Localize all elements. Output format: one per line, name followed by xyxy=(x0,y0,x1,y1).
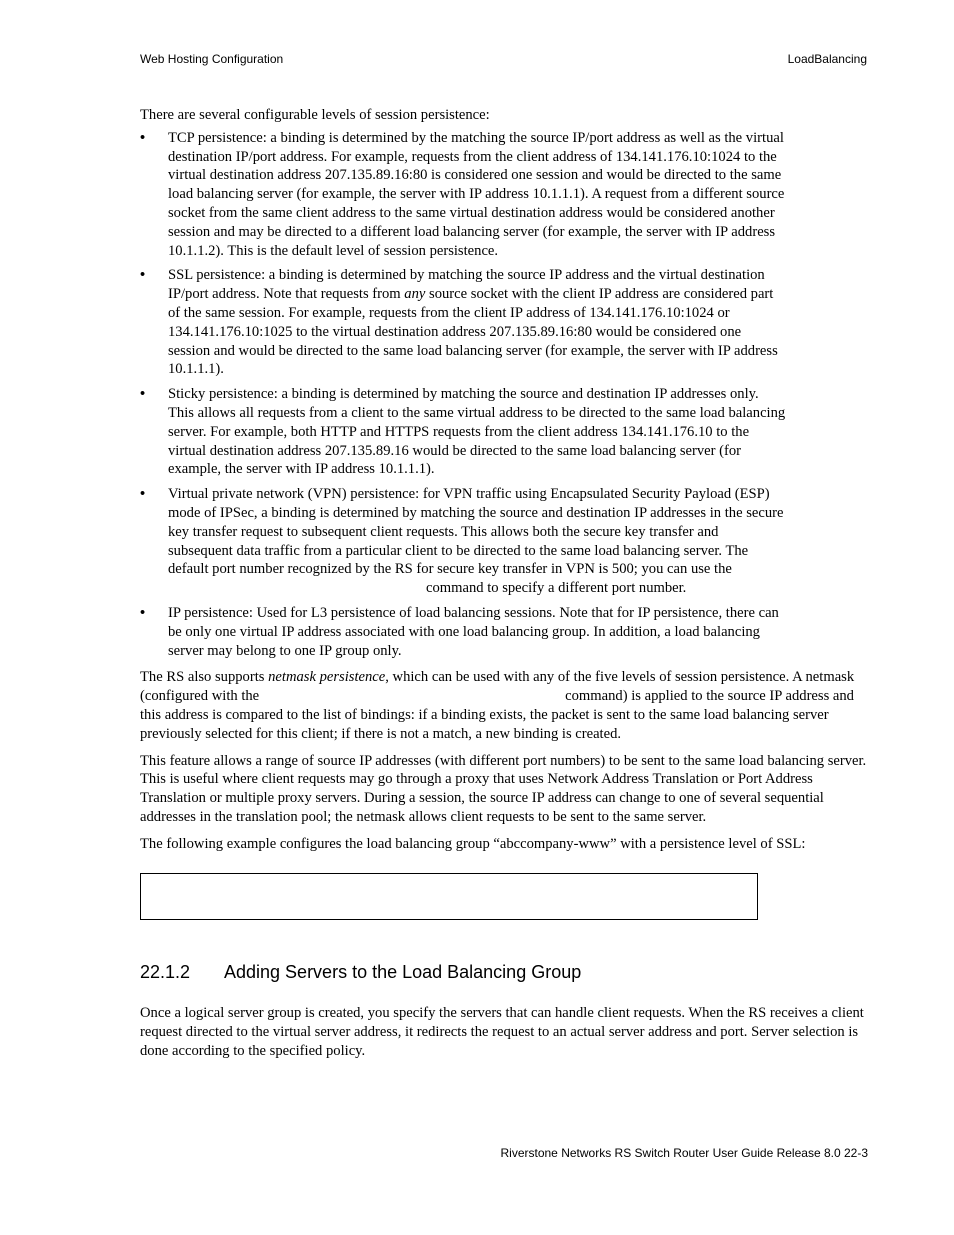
list-item-text: IP persistence: Used for L3 persistence of load balancing sessions. Note that for IP persistence, there can be only one virtual IP address associated with one load balancing group. In addition, a load balancing server may belong to one IP group only. xyxy=(168,604,779,659)
example-paragraph: The following example configures the load balancing group “abccompany-www” with a persistence level of SSL: xyxy=(140,835,806,852)
list-item-tcp-persistence xyxy=(140,129,786,261)
list-item-ssl-persistence xyxy=(140,266,786,379)
list-item-ip-persistence xyxy=(140,604,786,660)
list-item-sticky-persistence xyxy=(140,385,786,479)
list-item-text: Sticky persistence: a binding is determined by matching the source and destination IP addresses only. This allows all requests from a client to the same virtual address to be directed to the same load balancing server. For example, both HTTP and HTTPS requests from the client address 134.141.176.10 to the virtual destination address 207.135.89.16 would be directed to the same load balancing server (for example, the server with IP address 10.1.1.1). xyxy=(168,386,786,478)
list-item-vpn-persistence xyxy=(140,485,786,598)
list-item-text: TCP persistence: a binding is determined by the matching the source IP/port address as well as the virtual destination IP/port address. For example, requests from the client address of 134.141.176.10:1024 to the virtual destination address 207.135.89.16:80 is considered one session and would be directed to the same load balancing server (for example, the server with IP address 10.1.1.1). A request from a different source socket from the same client address to the same virtual destination address would be considered another session and may be directed to a different load balancing server (for example, the server with IP address 10.1.1.2). This is the default level of session persistence. xyxy=(168,129,785,259)
example-code-box xyxy=(140,873,758,920)
paragraph-text: , which can be used with any of the five levels of session persistence. A netmask (configured with the xyxy=(140,669,855,705)
running-header-left: Web Hosting Configuration xyxy=(140,52,284,66)
list-item-text: SSL persistence: a binding is determined by matching the source IP address and the virtual destination IP/port address. Note that requests from xyxy=(168,267,765,303)
section-heading xyxy=(140,960,870,984)
list-item-text: source socket with the client IP address are considered part of the same session. For example, requests from the client IP address of 134.141.176.10:1024 or 134.141.176.10:1025 to the virtual destination address 207.135.89.16:80 would be considered one session and would be directed to the same load balancing server (for example, the server with IP address 10.1.1.1). xyxy=(168,286,778,378)
paragraph-text: The RS also supports xyxy=(140,669,269,686)
page-content xyxy=(140,106,870,1069)
section-number: 22.1.2 xyxy=(140,962,191,983)
bullet-icon: • xyxy=(140,267,146,284)
servers-paragraph: Once a logical server group is created, you specify the servers that can handle client requests. When the RS receives a client request directed to the virtual server address, it redirects the request to an actual server address and port. Server selection is done according to the specified policy. xyxy=(140,1005,864,1060)
bullet-icon: • xyxy=(140,604,146,621)
section-title: Adding Servers to the Load Balancing Group xyxy=(224,962,582,983)
paragraph-text: command) is applied to the source IP address and this address is compared to the list of bindings: if a binding exists, the packet is sent to the same load balancing server previously selected for this client; if there is not a match, a new binding is created. xyxy=(140,688,854,742)
running-header-right: LoadBalancing xyxy=(787,52,867,66)
bullet-icon: • xyxy=(140,129,146,146)
page-footer: Riverstone Networks RS Switch Router User Guide Release 8.0 22-3 xyxy=(500,1146,868,1160)
netmask-paragraph xyxy=(140,668,870,743)
range-paragraph: This feature allows a range of source IP addresses (with different port numbers) to be sent to the same load balancing server. This is useful where client requests may go through a proxy that uses Network Address Translation or Port Address Translation or multiple proxy servers. During a session, the source IP address can change to one of several sequential addresses in the translation pool; the netmask allows client requests to be sent to the same server. xyxy=(140,752,867,825)
list-item-text: command to specify a different port number. xyxy=(426,580,687,597)
bullet-icon: • xyxy=(140,386,146,403)
emphasis-text: netmask persistence xyxy=(268,669,386,686)
bullet-icon: • xyxy=(140,486,146,503)
persistence-levels-list xyxy=(140,129,870,661)
list-item-text: Virtual private network (VPN) persistence: for VPN traffic using Encapsulated Security Payload (ESP) mode of IPSec, a binding is determined by matching the source and destination IP addresses in the secure key transfer request to subsequent client requests. This allows both the secure key transfer and subsequent data traffic from a particular client to be directed to the same load balancing server. The default port number recognized by the RS for secure key transfer in VPN is 500; you can use the xyxy=(168,486,784,578)
intro-paragraph: There are several configurable levels of session persistence: xyxy=(140,107,490,123)
emphasis-text: any xyxy=(404,286,426,303)
